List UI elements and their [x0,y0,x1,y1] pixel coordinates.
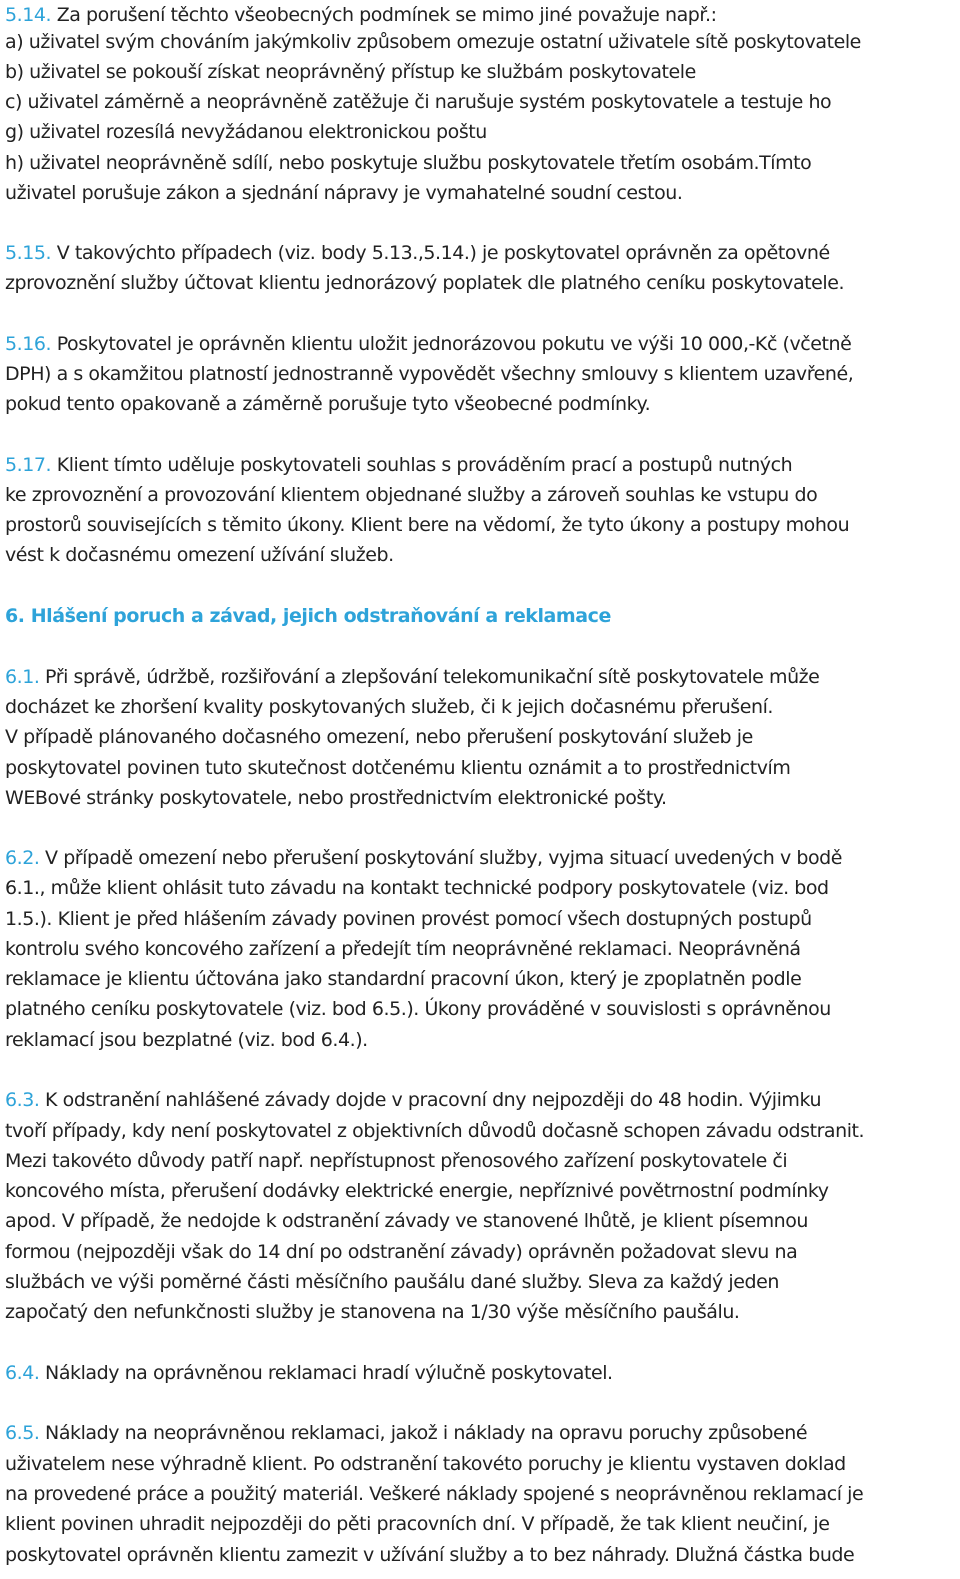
line-text: tvoří případy, kdy není poskytovatel z objektivních důvodů dočasně schopen závadu odstranit. [5,1120,865,1142]
section-heading: 6. Hlášení poruch a závad, jejich odstraňování a reklamace [5,605,611,627]
text-line [5,1479,863,1509]
text-line [5,57,696,87]
line-text: Klient tímto uděluje poskytovateli souhlas s prováděním prací a postupů nutných [51,454,793,476]
line-text: 6.1., může klient ohlásit tuto závadu na kontakt technické podpory poskytovatele (viz. bod [5,877,829,899]
line-text: prostorů souvisejících s těmito úkony. Klient bere na vědomí, že tyto úkony a postupy mohou [5,514,850,536]
text-line [5,510,849,540]
text-line [5,1540,854,1570]
line-text: Za porušení těchto všeobecných podmínek se mimo jiné považuje např.: [51,4,717,26]
line-text: V případě plánovaného dočasného omezení, nebo přerušení poskytování služeb je [5,726,753,748]
line-text: reklamace je klientu účtována jako standardní pracovní úkon, který je zpoplatněn podle [5,968,802,990]
line-text: zprovoznění služby účtovat klientu jednorázový poplatek dle platného ceníku poskytovatele. [5,272,845,294]
text-line [5,843,842,873]
text-line [5,178,682,208]
section-number: 6.3. [5,1089,40,1111]
section-number: 5.14. [5,4,52,26]
text-line [5,753,790,783]
line-text: koncového místa, přerušení dodávky elektrické energie, nepříznivé povětrnostní podmínky [5,1180,829,1202]
line-text: g) uživatel rozesílá nevyžádanou elektronickou poštu [5,121,487,143]
line-text: poskytovatel povinen tuto skutečnost dotčenému klientu oznámit a to prostřednictvím [5,757,791,779]
text-line [5,994,831,1024]
line-text: Mezi takovéto důvody patří např. nepřístupnost přenosového zařízení poskytovatele či [5,1150,788,1172]
line-text: V takovýchto případech (viz. body 5.13.,5.14.) je poskytovatel oprávněn za opětovné [51,242,830,264]
text-line [5,1418,807,1448]
text-line [5,964,801,994]
line-text: ke zprovoznění a provozování klientem objednané služby a zároveň souhlas ke vstupu do [5,484,818,506]
text-line [5,1449,846,1479]
line-text: vést k dočasnému omezení užívání služeb. [5,544,394,566]
text-line [5,1025,368,1055]
text-line [5,1206,808,1236]
text-line [5,148,811,178]
text-line [5,238,830,268]
line-text: 1.5.). Klient je před hlášením závady povinen provést pomocí všech dostupných postupů [5,908,812,930]
line-text: docházet ke zhoršení kvality poskytovaných služeb, či k jejich dočasnému přerušení. [5,696,774,718]
line-text: Náklady na neoprávněnou reklamaci, jakož i náklady na opravu poruchy způsobené [39,1422,808,1444]
section-number: 5.16. [5,333,52,355]
text-line [5,1267,779,1297]
text-line [5,783,667,813]
line-text: Náklady na oprávněnou reklamaci hradí výlučně poskytovatel. [39,1362,613,1384]
text-line [5,450,792,480]
section-number: 6.4. [5,1362,40,1384]
text-line [5,1146,787,1176]
text-line [5,873,829,903]
section-number: 6.1. [5,666,40,688]
line-text: a) uživatel svým chováním jakýmkoliv způsobem omezuje ostatní uživatele sítě poskytovatele [5,31,861,53]
line-text: započatý den nefunkčnosti služby je stanovena na 1/30 výše měsíčního paušálu. [5,1301,740,1323]
text-line [5,1297,740,1327]
text-line [5,1116,864,1146]
line-text: poskytovatel oprávněn klientu zamezit v užívání služby a to bez náhrady. Dlužná částka bude [5,1544,855,1566]
text-line [5,722,753,752]
line-text: uživatel porušuje zákon a sjednání nápravy je vymahatelné soudní cestou. [5,182,683,204]
line-text: kontrolu svého koncového zařízení a předejít tím neoprávněné reklamaci. Neoprávněná [5,938,801,960]
line-text: uživatelem nese výhradně klient. Po odstranění takovéto poruchy je klientu vystaven doklad [5,1453,846,1475]
line-text: WEBové stránky poskytovatele, nebo prostřednictvím elektronické pošty. [5,787,667,809]
text-line [5,0,717,30]
text-line [5,662,819,692]
text-line [5,329,851,359]
text-line [5,87,831,117]
text-line [5,27,861,57]
text-line [5,1358,613,1388]
text-line [5,480,817,510]
line-text: Při správě, údržbě, rozšiřování a zlepšování telekomunikační sítě poskytovatele může [39,666,820,688]
line-text: V případě omezení nebo přerušení poskytování služby, vyjma situací uvedených v bodě [39,847,842,869]
text-line [5,1176,829,1206]
line-text: DPH) a s okamžitou platností jednostranně vypovědět všechny smlouvy s klientem uzavřené, [5,363,854,385]
line-text: K odstranění nahlášené závady dojde v pracovní dny nejpozději do 48 hodin. Výjimku [39,1089,822,1111]
section-number: 5.17. [5,454,52,476]
line-text: klient povinen uhradit nejpozději do pěti pracovních dní. V případě, že tak klient neučiní, je [5,1513,830,1535]
text-line [5,1237,797,1267]
line-text: formou (nejpozději však do 14 dní po odstranění závady) oprávněn požadovat slevu na [5,1241,798,1263]
section-number: 5.15. [5,242,52,264]
section-number: 6.5. [5,1422,40,1444]
text-line [5,1509,829,1539]
line-text: Poskytovatel je oprávněn klientu uložit jednorázovou pokutu ve výši 10 000,-Kč (včetně [51,333,852,355]
section-number: 6.2. [5,847,40,869]
line-text: na provedené práce a použitý materiál. Veškeré náklady spojené s neoprávněnou reklamací je [5,1483,864,1505]
text-line [5,904,812,934]
line-text: apod. V případě, že nedojde k odstranění závady ve stanovené lhůtě, je klient písemnou [5,1210,808,1232]
line-text: platného ceníku poskytovatele (viz. bod 6.5.). Úkony prováděné v souvislosti s oprávněnou [5,998,831,1020]
line-text: pokud tento opakovaně a záměrně porušuje tyto všeobecné podmínky. [5,393,651,415]
text-line [5,692,773,722]
text-line [5,268,844,298]
text-line [5,1085,821,1115]
text-line [5,117,487,147]
text-line [5,934,801,964]
text-line [5,540,394,570]
text-line [5,389,650,419]
line-text: službách ve výši poměrné části měsíčního paušálu dané služby. Sleva za každý jeden [5,1271,779,1293]
line-text: h) uživatel neoprávněně sdílí, nebo poskytuje službu poskytovatele třetím osobám.Tímto [5,152,812,174]
line-text: c) uživatel záměrně a neoprávněně zatěžuje či narušuje systém poskytovatele a testuje ho [5,91,832,113]
line-text: reklamací jsou bezplatné (viz. bod 6.4.). [5,1029,368,1051]
text-line [5,359,853,389]
line-text: b) uživatel se pokouší získat neoprávněný přístup ke službám poskytovatele [5,61,696,83]
